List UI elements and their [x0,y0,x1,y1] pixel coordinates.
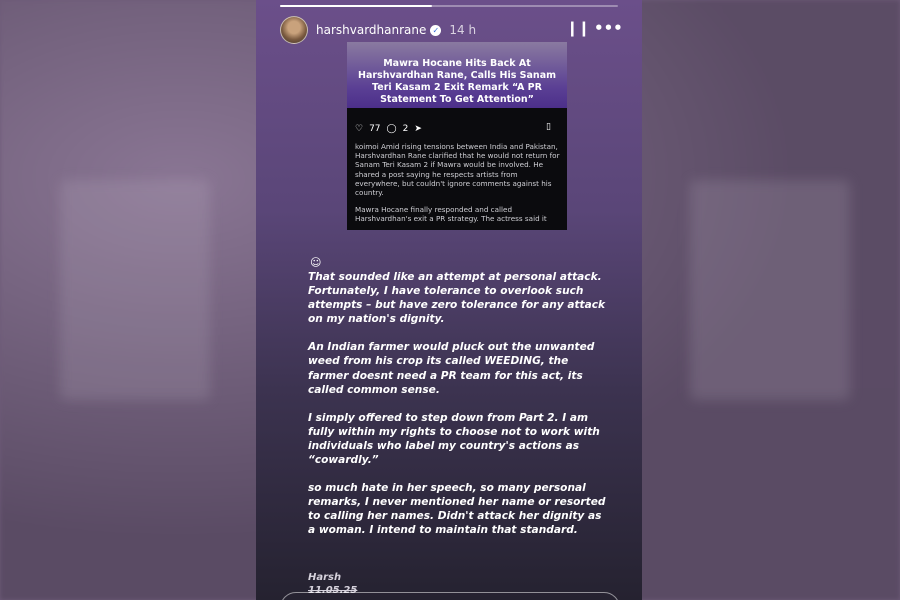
post-actions [355,122,561,136]
comment-count: 2 [402,124,409,134]
message-paragraph: I simply offered to step down from Part 2. I am fully within my rights to choose not to work with individuals who label my country's actions as “cowardly.” [308,411,600,467]
heart-icon[interactable]: ♡ [355,124,364,134]
story-message [308,270,608,552]
message-paragraph: so much hate in her speech, so many personal remarks, I never mentioned her name or resorted to calling her names. Didn't attack her dignity as a woman. I intend to maintain that standard. [308,482,606,537]
post-caption [355,142,561,230]
message-paragraph: An Indian farmer would pluck out the unwanted weed from his crop its called WEEDING, the farmer doesnt need a PR team for this act, its called common sense. [308,341,595,396]
signature-date: 11.05.25 [308,585,358,596]
story-viewer[interactable] [256,0,642,600]
avatar[interactable] [280,16,308,44]
story-timestamp: 14 h [449,23,477,37]
username[interactable]: harshvardhanrane [316,23,427,37]
more-icon[interactable]: ••• [594,19,623,37]
story-progress-bar [280,5,618,7]
shared-post[interactable] [347,42,567,230]
comment-icon[interactable]: ◯ [386,124,397,134]
message-paragraph: That sounded like an attempt at personal attack. Fortunately, I have tolerance to overlook such attempts – but have zero tolerance for any attack on my nation's dignity. [308,271,606,326]
background-blur-shape [690,180,850,400]
person-emoji-icon: ☺ [310,256,322,269]
caption-paragraph: Mawra Hocane finally responded and called Harshvardhan's exit a PR strategy. The actress said it [355,205,547,224]
signature-name: Harsh [308,572,342,583]
reply-input[interactable] [280,592,620,600]
bookmark-icon[interactable]: ▯ [546,122,551,132]
share-icon[interactable]: ➤ [414,124,422,134]
like-count: 77 [369,124,381,134]
caption-paragraph: koimoi Amid rising tensions between India and Pakistan, Harshvardhan Rane clarified that he would not return for Sanam Teri Kasam 2 if Mawra would be involved. He shared a post saying he respects artists from everywhere, but couldn't ignore comments against his country. [355,142,560,198]
background-blur-shape [60,180,210,400]
story-progress-fill [280,5,432,7]
post-headline: Mawra Hocane Hits Back At Harshvardhan Rane, Calls His Sanam Teri Kasam 2 Exit Remark “A PR Statement To Get Attention” [358,58,556,105]
verified-icon: ✓ [430,25,441,36]
pause-icon[interactable]: ❙❙ [566,19,590,37]
